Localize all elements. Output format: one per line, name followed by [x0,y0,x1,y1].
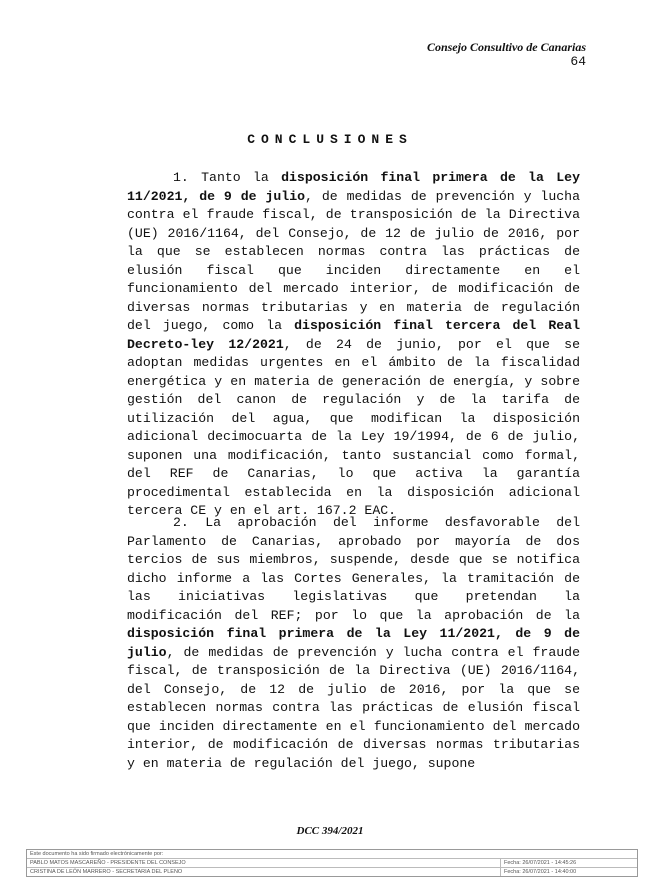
signer-name: CRISTINA DE LEÓN MARRERO - SECRETARIA DEL PLENO [27,868,501,876]
signature-date: Fecha: 26/07/2021 - 14:45:26 [504,860,577,866]
page-number: 64 [570,54,586,69]
document-reference: DCC 394/2021 [296,825,364,837]
paragraph-text: 1. Tanto la [173,170,282,185]
section-title: CONCLUSIONES [247,132,413,147]
signature-date: Fecha: 26/07/2021 - 14:40:00 [504,869,577,875]
bold-reference: disposición final tercera del Real Decreto-ley 12/2021 [127,318,580,352]
signature-notice-row [27,850,637,858]
conclusion-1 [127,169,580,521]
signature-box [26,849,638,877]
signature-row [27,858,637,867]
bold-reference: disposición final primera de la Ley 11/2021, de 9 de julio [127,170,580,204]
bold-reference: disposición final primera de la Ley 11/2021, de 9 de julio [127,626,580,660]
paragraph-text: 2. La aprobación del informe desfavorable del Parlamento de Canarias, aprobado por mayoría de dos tercios de sus miembros, suspende, desde que se notifica dicho informe a las Cortes Generales, la tramitación de las iniciativas legislativas que pretendan la modificación del REF; por lo que la aprobación de la [127,515,580,623]
signature-notice: Este documento ha sido firmado electrónicamente por: [30,851,164,857]
signer-name: PABLO MATOS MASCAREÑO - PRESIDENTE DEL CONSEJO [27,859,501,867]
page-header [427,40,586,69]
paragraph-text: , de medidas de prevención y lucha contra el fraude fiscal, de transposición de la Directiva (UE) 2016/1164, del Consejo, de 12 de julio de 2016, por la que se establecen normas contra las prácticas de elusión fiscal que inciden directamente en el funcionamiento del mercado interior, de modificación de diversas normas tributarias y en materia de regulación del juego, supone [127,644,580,771]
conclusion-2 [127,514,580,773]
paragraph-text: , de 24 de junio, por el que se adoptan medidas urgentes en el ámbito de la fiscalidad energética y en materia de generación de energía, y sobre gestión del canon de regulación y de la tarifa de utilización del agua, que modifican la disposición adicional decimocuarta de la Ley 19/1994, de 6 de julio, suponen una modificación, tanto sustancial como formal, del REF de Canarias, lo que activa la garantía procedimental establecida en la disposición adicional tercera CE y en el art. 167.2 EAC. [127,336,580,518]
signature-row [27,867,637,876]
institution-name: Consejo Consultivo de Canarias [426,40,586,54]
paragraph-text: , de medidas de prevención y lucha contra el fraude fiscal, de transposición de la Directiva (UE) 2016/1164, del Consejo, de 12 de julio de 2016, por la que se establecen normas contra las prácticas de elusión fiscal que inciden directamente en el funcionamiento del mercado interior, de modificación de diversas normas tributarias y en materia de regulación del juego, como la [127,188,580,333]
